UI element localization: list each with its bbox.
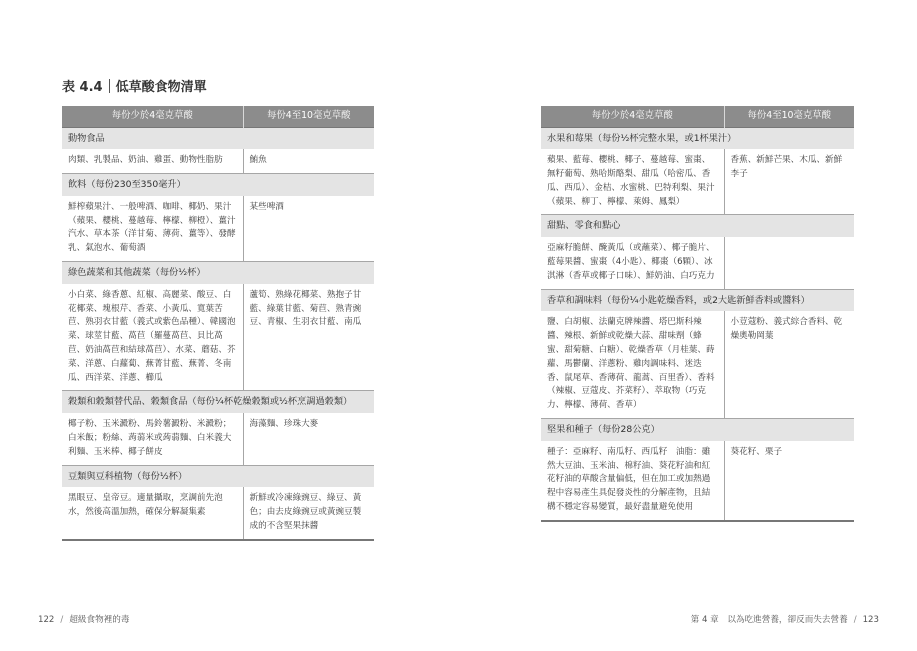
low-oxalate-cell: 鮮榨蘋果汁、一般啤酒、咖啡、椰奶、果汁（蘋果、櫻桃、蔓越莓、檸檬、柳橙）、薑汁汽水、草本茶（洋甘菊、薄荷、薑等）、發酵乳、氣泡水、葡萄酒	[62, 196, 243, 262]
mid-oxalate-cell: 某些啤酒	[243, 196, 374, 262]
category-label: 飲料（每份230至350毫升）	[62, 174, 374, 196]
mid-oxalate-cell	[724, 237, 854, 289]
mid-oxalate-cell: 新鮮或冷凍綠豌豆、綠豆、黃色；由去皮綠豌豆或黃豌豆製成的不含堅果抹醬	[243, 487, 374, 539]
table-row	[541, 441, 854, 521]
page-number-left: 122	[38, 615, 55, 625]
table-header-row	[62, 106, 374, 127]
mid-oxalate-cell: 葵花籽、栗子	[724, 441, 854, 521]
category-row	[62, 465, 374, 487]
column-header-mid: 每份4至10毫克草酸	[243, 106, 374, 127]
category-label: 綠色蔬菜和其他蔬菜（每份½杯）	[62, 262, 374, 284]
table-row	[541, 237, 854, 289]
column-header-low: 每份少於4毫克草酸	[62, 106, 243, 127]
mid-oxalate-cell: 鮪魚	[243, 149, 374, 173]
low-oxalate-cell: 亞麻籽脆餅、醃黃瓜（或蘸菜）、椰子脆片、藍莓果醬、蜜棗（4小匙）、椰棗（6顆）、冰淇淋（香草或椰子口味）、鮮奶油、白巧克力	[541, 237, 724, 289]
book-title: 超級食物裡的毒	[69, 615, 130, 625]
mid-oxalate-cell: 香蕉、新鮮芒果、木瓜、新鮮李子	[724, 149, 854, 215]
table-number: 表 4.4	[62, 80, 103, 95]
category-row	[541, 419, 854, 441]
table-row	[62, 284, 374, 391]
footer-separator: /	[60, 615, 64, 625]
category-label: 香草和調味料（每份¼小匙乾燥香料，或2大匙新鮮香料或醬料）	[541, 289, 854, 311]
category-label: 水果和莓果（每份½杯完整水果，或1杯果汁）	[541, 127, 854, 149]
low-oxalate-cell: 種子：亞麻籽、南瓜籽、西瓜籽 油脂：雖然大豆油、玉米油、棉籽油、葵花籽油和紅花籽油的草酸含量偏低，但在加工或加熱過程中容易產生具促發炎性的分解產物，且結構不穩定容易變質，最好盡量避免使用	[541, 441, 724, 521]
table-row	[62, 413, 374, 465]
mid-oxalate-cell: 海藻麵、珍珠大麥	[243, 413, 374, 465]
category-row	[541, 127, 854, 149]
table-row	[541, 149, 854, 215]
low-oxalate-cell: 蘋果、藍莓、櫻桃、椰子、蔓越莓、蜜棗、無籽葡萄、熟哈斯酪梨、甜瓜（哈密瓜、香瓜、西瓜）、金桔、水蜜桃、巴特利梨、果汁（蘋果、柳丁、檸檬、萊姆、鳳梨）	[541, 149, 724, 215]
table-caption	[62, 76, 207, 95]
table-row	[62, 487, 374, 539]
category-label: 動物食品	[62, 127, 374, 149]
category-row	[62, 127, 374, 149]
category-row	[62, 262, 374, 284]
category-label: 甜點、零食和點心	[541, 215, 854, 237]
mid-oxalate-cell: 小荳蔻粉、義式綜合香料、乾燥奧勒岡葉	[724, 311, 854, 418]
footer-right	[691, 613, 879, 625]
low-oxalate-cell: 黑眼豆、皇帝豆。適量攝取，烹調前先泡水，然後高溫加熱，確保分解凝集素	[62, 487, 243, 539]
category-row	[62, 174, 374, 196]
mid-oxalate-cell: 蘆筍、熟綠花椰菜、熟抱子甘藍、綠葉甘藍、菊苣、熟青豌豆、青椒、生羽衣甘藍、南瓜	[243, 284, 374, 391]
left-food-table	[62, 106, 374, 541]
category-row	[62, 391, 374, 413]
footer-left	[38, 613, 129, 625]
low-oxalate-cell: 椰子粉、玉米澱粉、馬鈴薯澱粉、米澱粉；白米飯；粉絲、蒟蒻米或蒟蒻麵、白米義大利麵、玉米棒、椰子餅皮	[62, 413, 243, 465]
chapter-title: 第 4 章 以為吃進營養，卻反而失去營養	[690, 615, 848, 625]
table-row	[62, 149, 374, 173]
low-oxalate-cell: 小白菜、綠香蔥、紅椒、高麗菜、酸豆、白花椰菜、塊根芹、香菜、小黃瓜、寬葉苦苣、熟羽衣甘藍（義式或紫色品種）、韓國泡菜、球莖甘藍、萵苣（羅蔓萵苣、貝比萵苣、奶油萵苣和結球萵苣）、水菜、蘑菇、芥菜、洋蔥、白蘿蔔、蕪菁甘藍、蕪菁、冬南瓜、西洋菜、洋蔥、櫛瓜	[62, 284, 243, 391]
page-number-right: 123	[862, 615, 879, 625]
table-title: 低草酸食物清單	[115, 80, 207, 95]
low-oxalate-cell: 鹽、白胡椒、法蘭克牌辣醬、塔巴斯科辣醬、辣根、新鮮或乾燥大蒜、甜味劑（蜂蜜、甜菊糖、白糖）、乾燥香草（月桂葉、蒔蘿、馬鬱蘭、洋蔥粉、雞肉調味料、迷迭香、鼠尾草、香薄荷、龍蒿、百里香）、香料（辣椒、豆蔻皮、芥菜籽）、萃取物（巧克力、檸檬、薄荷、香草）	[541, 311, 724, 418]
category-label: 堅果和種子（每份28公克）	[541, 419, 854, 441]
category-label: 豆類與豆科植物（每份½杯）	[62, 465, 374, 487]
low-oxalate-cell: 肉類、乳製品、奶油、雞蛋、動物性脂肪	[62, 149, 243, 173]
table-row	[541, 311, 854, 418]
table-header-row	[541, 106, 854, 127]
title-divider	[109, 79, 110, 93]
column-header-mid: 每份4至10毫克草酸	[724, 106, 854, 127]
right-food-table	[541, 106, 854, 522]
category-row	[541, 215, 854, 237]
category-label: 穀類和穀類替代品、穀類食品（每份¼杯乾燥穀類或½杯烹調過穀類）	[62, 391, 374, 413]
footer-separator: /	[853, 615, 857, 625]
column-header-low: 每份少於4毫克草酸	[541, 106, 724, 127]
table-row	[62, 196, 374, 262]
category-row	[541, 289, 854, 311]
